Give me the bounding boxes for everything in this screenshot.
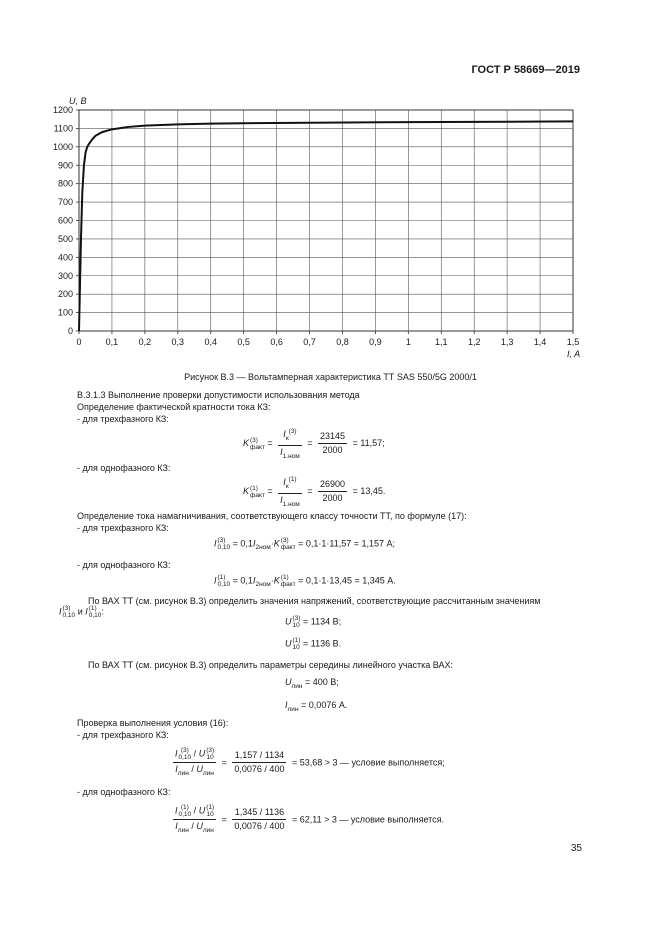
check-intro: Проверка выполнения условия (16): [77, 718, 229, 728]
x-tick-label: 0,1 [105, 337, 119, 347]
y-tick-label: 500 [57, 233, 73, 244]
equation-ulin: $U_{лин} = 400$ В; [285, 677, 339, 690]
x-tick-label: 0,3 [171, 337, 185, 347]
three-phase-label-3: - для трехфазного КЗ: [77, 730, 169, 740]
equation-i1: I (1) 0,10 = $0,1I_{2ном}\cdot K$ (1) факт = 0,1·1·13,45 = 1,345 А. [214, 574, 396, 589]
three-phase-label: - для трехфазного КЗ: [77, 414, 169, 424]
x-tick-label: 0,5 [237, 337, 250, 347]
x-axis-label: I, A [567, 349, 581, 359]
x-tick-label: 1,5 [566, 337, 580, 347]
y-axis-label: U, B [69, 96, 87, 106]
y-tick-label: 0 [67, 326, 73, 336]
vax-paragraph-1-end: I (3) 0,10 и I (1) 0,10 : [59, 605, 104, 619]
x-tick-label: 1,4 [533, 337, 547, 347]
mag-intro: Определение тока намагничивания, соответствующего классу точности ТТ, по формуле (17): [77, 511, 467, 521]
y-tick-label: 1100 [53, 123, 73, 134]
kz-intro: Определение фактической кратности тока КЗ: [77, 402, 271, 412]
y-tick-label: 1200 [52, 105, 73, 115]
vax-paragraph-1: По ВАХ ТТ (см. рисунок В.3) определить значения напряжений, соответствующие рассчитанным значениям [88, 596, 541, 606]
equation-u3: U (3) 10 = 1134 В; [285, 615, 342, 629]
equation-i3: I (3) 0,10 = $0,1I_{2ном}\cdot K$ (3) факт = 0,1·1·11,57 = 1,157 А; [214, 537, 396, 552]
y-tick-label: 700 [57, 197, 73, 208]
single-phase-label-3: - для однофазного КЗ: [77, 787, 171, 797]
section-heading: В.3.1.3 Выполнение проверки допустимости использования метода [77, 390, 360, 400]
y-tick-label: 1000 [52, 141, 73, 152]
x-tick-label: 0,7 [303, 337, 316, 347]
equation-ilin: $I_{лин} = 0,0076$ А. [285, 700, 348, 713]
figure-caption: Рисунок В.3 — Вольтамперная характеристика ТТ SAS 550/5G 2000/1 [184, 372, 477, 382]
x-tick-label: 1,3 [500, 337, 514, 347]
equation-k1: K (1) факт = $\frac{I_к^{(1)}}{I_{1.ном}}$ = $\frac{26900}{2000}$ = 13,45. [243, 476, 386, 508]
three-phase-label-2: - для трехфазного КЗ: [77, 523, 169, 533]
document-code: ГОСТ Р 58669—2019 [471, 64, 580, 76]
equation-c1: I (1) 0,10 / U (1) 10 $I_{лин} / U_{лин}$ = $\frac{1,345 / 1136}{0,0076 / 400}$ = 62,11 > 3 — условие выполняется. [175, 804, 445, 834]
y-tick-label: 300 [57, 270, 73, 281]
equation-k3: K (3) факт = $\frac{I_к^{(3)}}{I_{1.ном}}$ = $\frac{23145}{2000}$ = 11,57; [243, 428, 385, 460]
vax-paragraph-2: По ВАХ ТТ (см. рисунок В.3) определить параметры середины линейного участка ВАХ: [88, 660, 453, 670]
x-tick-label: 0 [76, 337, 82, 347]
y-tick-label: 400 [57, 252, 73, 263]
x-tick-label: 1,2 [467, 337, 481, 347]
x-tick-label: 1 [405, 337, 411, 347]
x-tick-label: 0,4 [204, 337, 217, 347]
y-tick-label: 800 [57, 178, 73, 189]
y-tick-label: 100 [57, 307, 73, 318]
series-line-vax [79, 121, 573, 331]
page-number: 35 [570, 843, 582, 854]
single-phase-label: - для однофазного КЗ: [77, 463, 171, 473]
y-tick-label: 600 [57, 215, 73, 226]
equation-u1: U (1) 10 = 1136 В. [285, 637, 342, 651]
x-tick-label: 0,2 [138, 337, 152, 347]
x-tick-label: 0,9 [369, 337, 382, 347]
y-tick-label: 900 [57, 160, 73, 171]
x-tick-label: 0,8 [336, 337, 349, 347]
x-tick-label: 1,1 [435, 337, 448, 347]
x-tick-label: 0,6 [270, 337, 283, 347]
vax-chart [0, 0, 661, 370]
equation-c3: I (3) 0,10 / U (3) 10 $I_{лин} / U_{лин}$ = $\frac{1,157 / 1134}{0,0076 / 400}$ = 53,68 > 3 — условие выполняется; [175, 747, 445, 777]
y-tick-label: 200 [57, 289, 73, 300]
single-phase-label-2: - для однофазного КЗ: [77, 560, 171, 570]
